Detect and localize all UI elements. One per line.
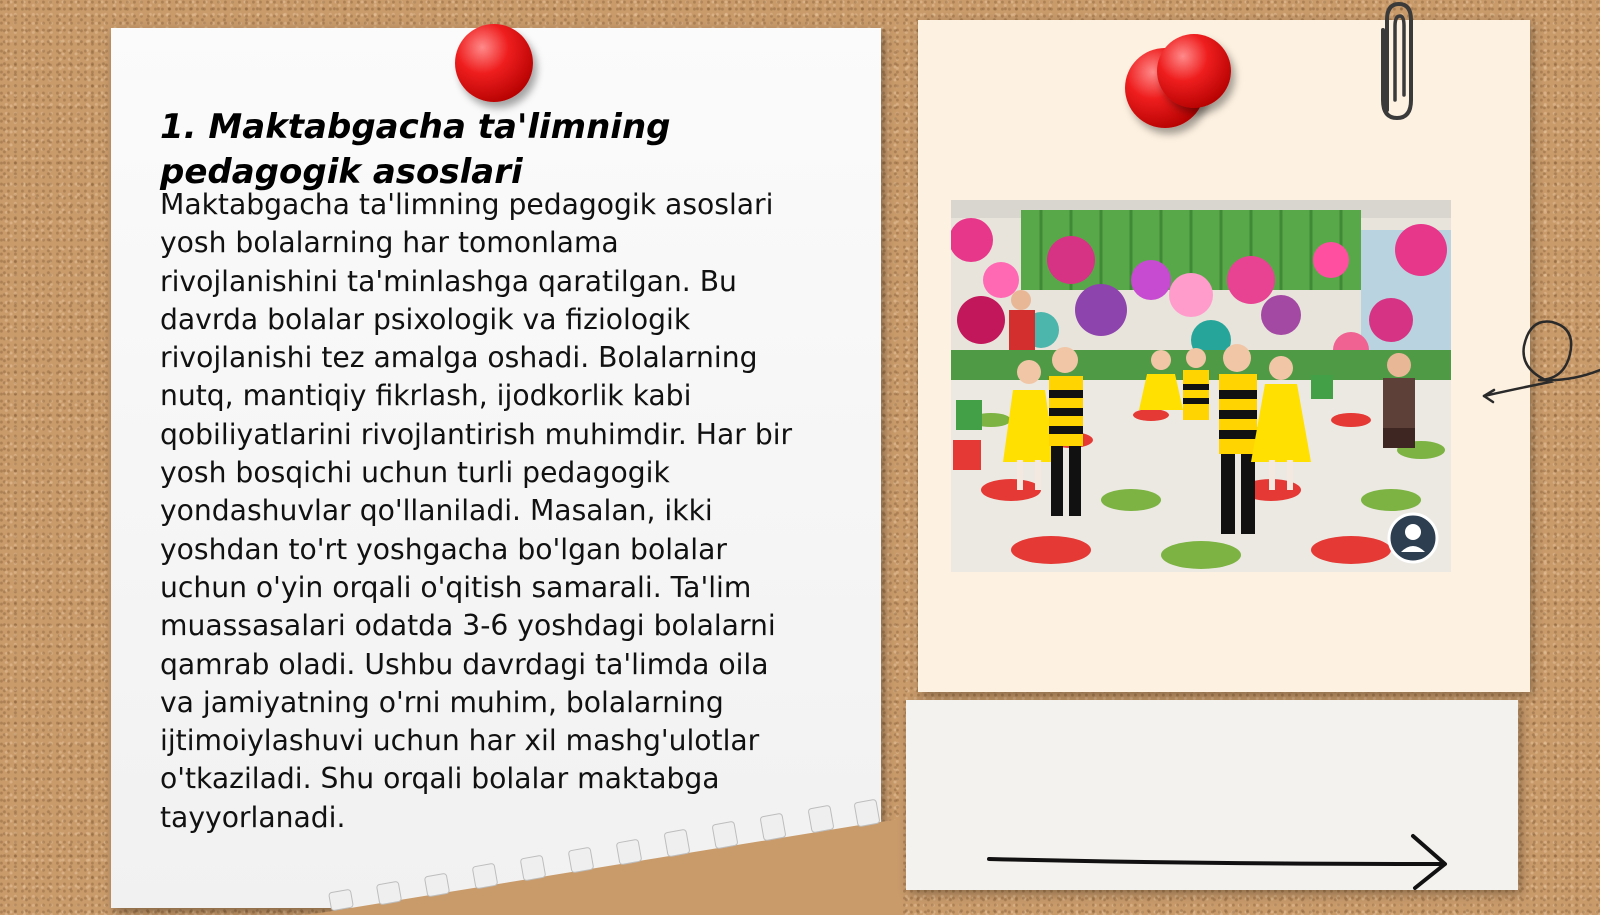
kindergarten-photo [951,200,1451,572]
hand-drawn-arrow-right-icon [985,830,1455,890]
slide-title: 1. Maktabgacha ta'limning pedagogik asoslari [160,107,671,192]
push-pin-icon [1157,34,1231,108]
push-pin-icon [455,24,533,102]
hand-drawn-squiggle-arrow-icon [1480,310,1600,410]
paperclip-icon [1373,0,1423,125]
channel-logo-icon [1389,514,1437,562]
slide-body-text: Maktabgacha ta'limning pedagogik asoslari yosh bolalarning har tomonlama rivojlanishini ta'minlashga qaratilgan. Bu davrda bolalar psixologik va fiziologik rivojlanishi tez amalga oshadi. Bolalarning nutq, mantiqiy fikrlash, ijodkorlik kabi qobiliyatlarini rivojlantirish muhimdir. Har bir yosh bosqichi uchun turli pedagogik yondashuvlar qo'llaniladi. Masalan, ikki yoshdan to'rt yoshgacha bo'lgan bolalar uchun o'yin orqali o'qitish samarali. Ta'lim muassasalari odatda 3-6 yoshdagi bolalarni qamrab oladi. Ushbu davrdagi ta'limda oila va jamiyatning o'rni muhim, bolalarning ijtimoiylashuvi uchun har xil mashg'ulotlar o'tkaziladi. Shu orqali bolalar maktabga tayyorlanadi. [160,188,793,834]
